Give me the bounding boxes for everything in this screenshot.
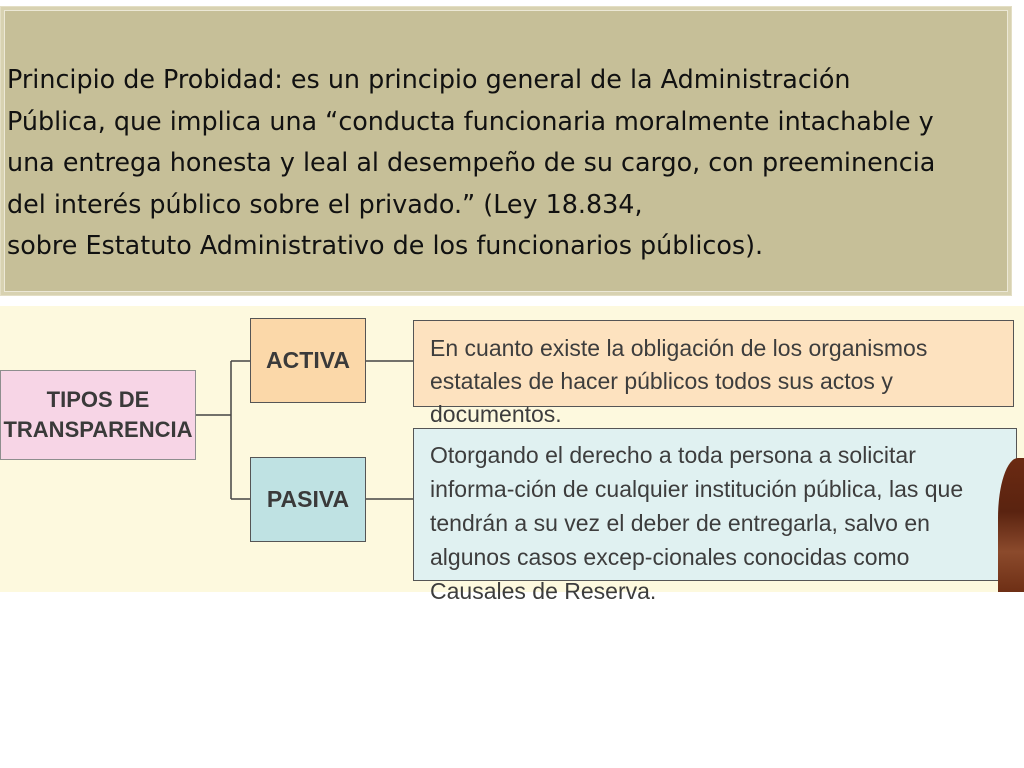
description-activa: En cuanto existe la obligación de los organismos estatales de hacer públicos todos sus actos y documentos. bbox=[413, 320, 1014, 407]
definition-box bbox=[0, 6, 1012, 296]
node-pasiva: PASIVA bbox=[250, 457, 366, 542]
description-pasiva: Otorgando el derecho a toda persona a solicitar informa-ción de cualquier institución pública, las que tendrán a su vez el deber de entregarla, salvo en algunos casos excep-cionales conocidas como Causales de Reserva. bbox=[413, 428, 1017, 581]
root-node-tipos-transparencia: TIPOS DE TRANSPARENCIA bbox=[0, 370, 196, 460]
node-activa: ACTIVA bbox=[250, 318, 366, 403]
background-photo-edge bbox=[998, 458, 1024, 592]
definition-text: Principio de Probidad: es un principio general de la Administración Pública, que implica una “conducta funcionaria moralmente intachable y una entrega honesta y leal al desempeño de su cargo, con preeminencia del interés público sobre el privado.” (Ley 18.834, sobre Estatuto Administrativo de los funcionarios públicos). bbox=[7, 64, 936, 260]
transparency-diagram bbox=[0, 306, 1024, 604]
